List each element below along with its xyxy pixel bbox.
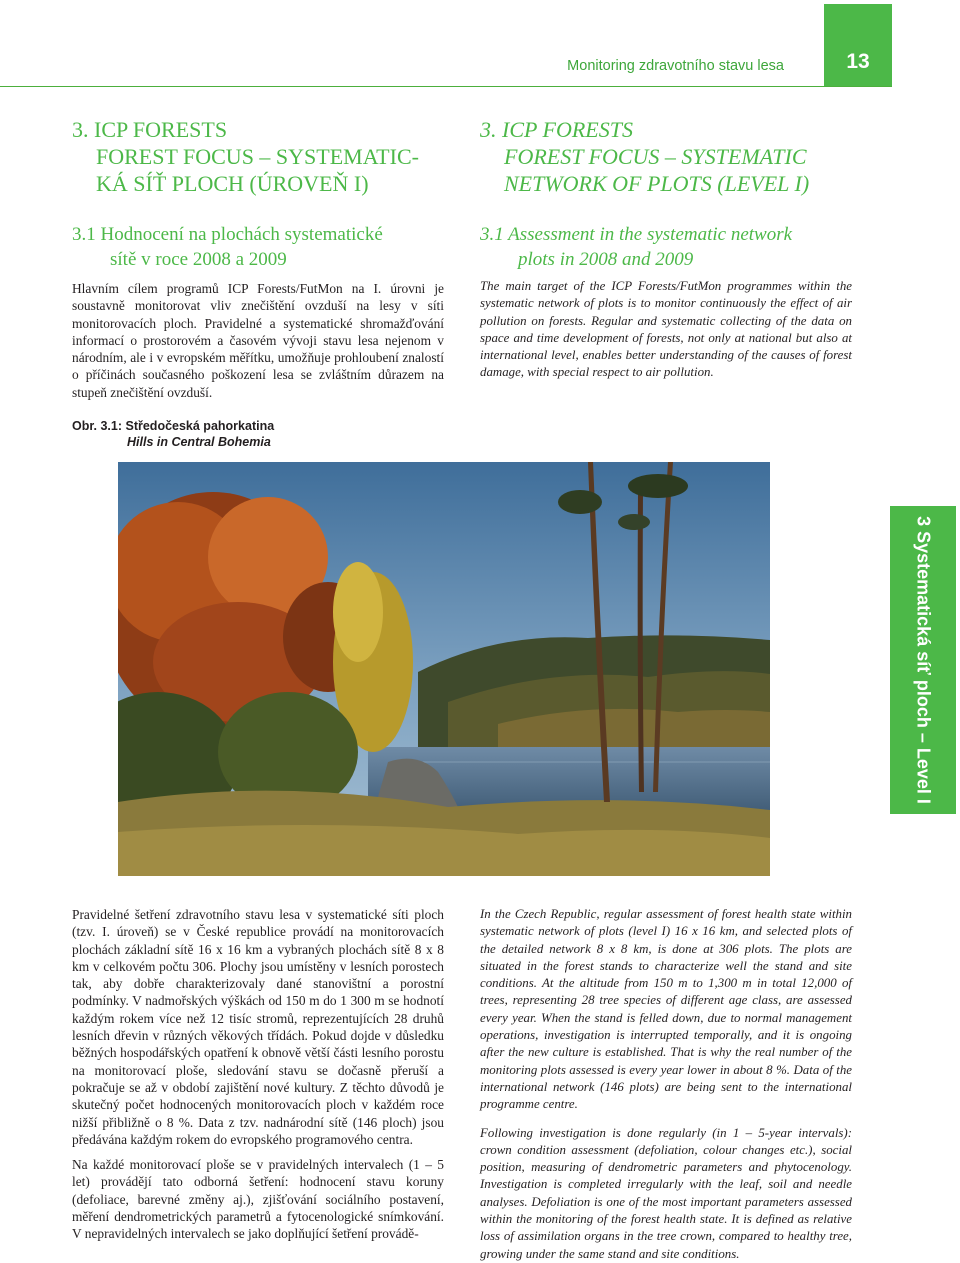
figure-caption [72, 418, 274, 450]
landscape-photo [118, 462, 770, 876]
body-paragraph-en-1: In the Czech Republic, regular assessment of forest health state within systematic network of plots (level I) 16 x 16 km, and selected plots of the detailed network 8 x 8 km, is done at 306 plots. The plots are situated in the forest stands to characterize well the stand and site conditions. At the altitude from 150 m to 1,300 m in total 12,000 of trees, representing 28 tree species of different age class, are assessed every year. When the stand is felled down, due to normal management operations, investigation is interrupted temporally, and it is ongoing after the new culture is established. That is why the real number of the monitoring plots assessed is every year lower in about 8 %. Data of the international network (146 plots) are being sent to the international programme centre. [480, 907, 852, 1112]
chapter-title-en-line-3: NETWORK OF PLOTS (LEVEL I) [504, 171, 810, 196]
figure-caption-en: Hills in Central Bohemia [127, 435, 271, 449]
chapter-side-tab-label: 3 Systematická síť ploch – Level I [913, 516, 934, 804]
body-text-cz [72, 906, 444, 1243]
body-text-en [480, 906, 852, 1263]
page-number-box [824, 4, 892, 86]
header-rule [0, 86, 892, 87]
chapter-title-cz-line-3: KÁ SÍŤ PLOCH (ÚROVEŇ I) [96, 171, 369, 196]
section-title-cz [72, 222, 383, 272]
chapter-title-en [480, 116, 809, 197]
page-number: 13 [846, 50, 870, 73]
section-title-cz-line-2: sítě v roce 2008 a 2009 [110, 249, 287, 270]
intro-paragraph-en: The main target of the ICP Forests/FutMon programmes within the systematic network of plots is to monitor continuously the effect of air pollution on forests. Regular and systematic collecting of the data on space and time development of forests, not only at national but also at international level, enables better understanding of the causes of forest damage, with special respect to air pollution. [480, 279, 852, 380]
section-title-cz-line-1: 3.1 Hodnocení na plochách systematické [72, 224, 383, 245]
running-title: Monitoring zdravotního stavu lesa [567, 58, 784, 74]
body-paragraph-cz-1: Pravidelné šetření zdravotního stavu lesa v systematické síti ploch (tzv. I. úroveň) se v České republice provádí na monitorovacích plochách základní sítě 16 x 16 km a vybraných plochách sítě 8 x 8 km v celkovém počtu 306. Plochy jsou umístěny v lesních porostech tak, aby dobře charakterizovaly dané stanovištní a porostní podmínky. V nadmořských výškách od 150 m do 1 300 m se hodnotí každým rokem více než 12 tisíc stromů, reprezentujících 28 druhů lesních dřevin v různých věkových třídách. Pokud dojde v důsledku běžných hospodářských opatření k obnově větší části lesního porostu na monitorovací ploše, sledování stavu se dočasně přeruší a pokračuje se až v období zajištění nové kultury. Z těchto důvodů je skutečný počet hodnocených monitorovacích ploch v každém roce nižší přibližně o 8 %. Data z tzv. nadnárodní sítě (146 ploch) jsou předávána každým rokem do evropského programového centra. [72, 907, 444, 1147]
chapter-side-tab [890, 506, 956, 814]
body-paragraph-cz-2: Na každé monitorovací ploše se v pravidelných intervalech (1 – 5 let) provádějí tato odborná šetření: hodnocení stavu koruny (defoliace, barevné změny aj.), zjišťování sociálního postavení, měření dendrometrických parametrů a fytocenologické snímkování. V nepravidelných intervalech se jako doplňující šetření provádě- [72, 1157, 444, 1242]
chapter-title-cz-line-1: 3. ICP FORESTS [72, 117, 228, 142]
chapter-title-en-line-1: 3. ICP FORESTS [480, 117, 633, 142]
section-title-en-line-2: plots in 2008 and 2009 [518, 249, 694, 270]
section-title-en [480, 222, 792, 272]
chapter-title-en-line-2: FOREST FOCUS – SYSTEMATIC [504, 144, 807, 169]
chapter-title-cz [72, 116, 419, 197]
chapter-title-cz-line-2: FOREST FOCUS – SYSTEMATIC- [96, 144, 419, 169]
body-paragraph-en-2: Following investigation is done regularly (in 1 – 5-year intervals): crown condition assessment (defoliation, colour changes etc.), social position, measuring of dendrometric parameters and phytocenology. Investigation is completed irregularly with the leaf, soil and needle analyses. Defoliation is one of the most important parameters assessed within the monitoring of the forest health state. It is defined as relative loss of assimilation organs in the tree crown, compared to healthy tree, growing under the same stand and site conditions. [480, 1125, 852, 1261]
intro-paragraph-cz: Hlavním cílem programů ICP Forests/FutMon na I. úrovni je soustavně monitorovat vliv znečištění ovzduší na lesy v síti monitorovacích ploch. Pravidelné a systematické shromažďování informací o prostorovém a časovém vývoji stavu lesa nejenom v národním, ale i v evropském měřítku, umožňuje prohloubení znalostí o příčinách současného poškození lesa se zvláštním důrazem na stupeň znečištění ovzduší. [72, 281, 444, 400]
figure-caption-cz: Obr. 3.1: Středočeská pahorkatina [72, 419, 275, 433]
section-title-en-line-1: 3.1 Assessment in the systematic network [480, 224, 793, 245]
